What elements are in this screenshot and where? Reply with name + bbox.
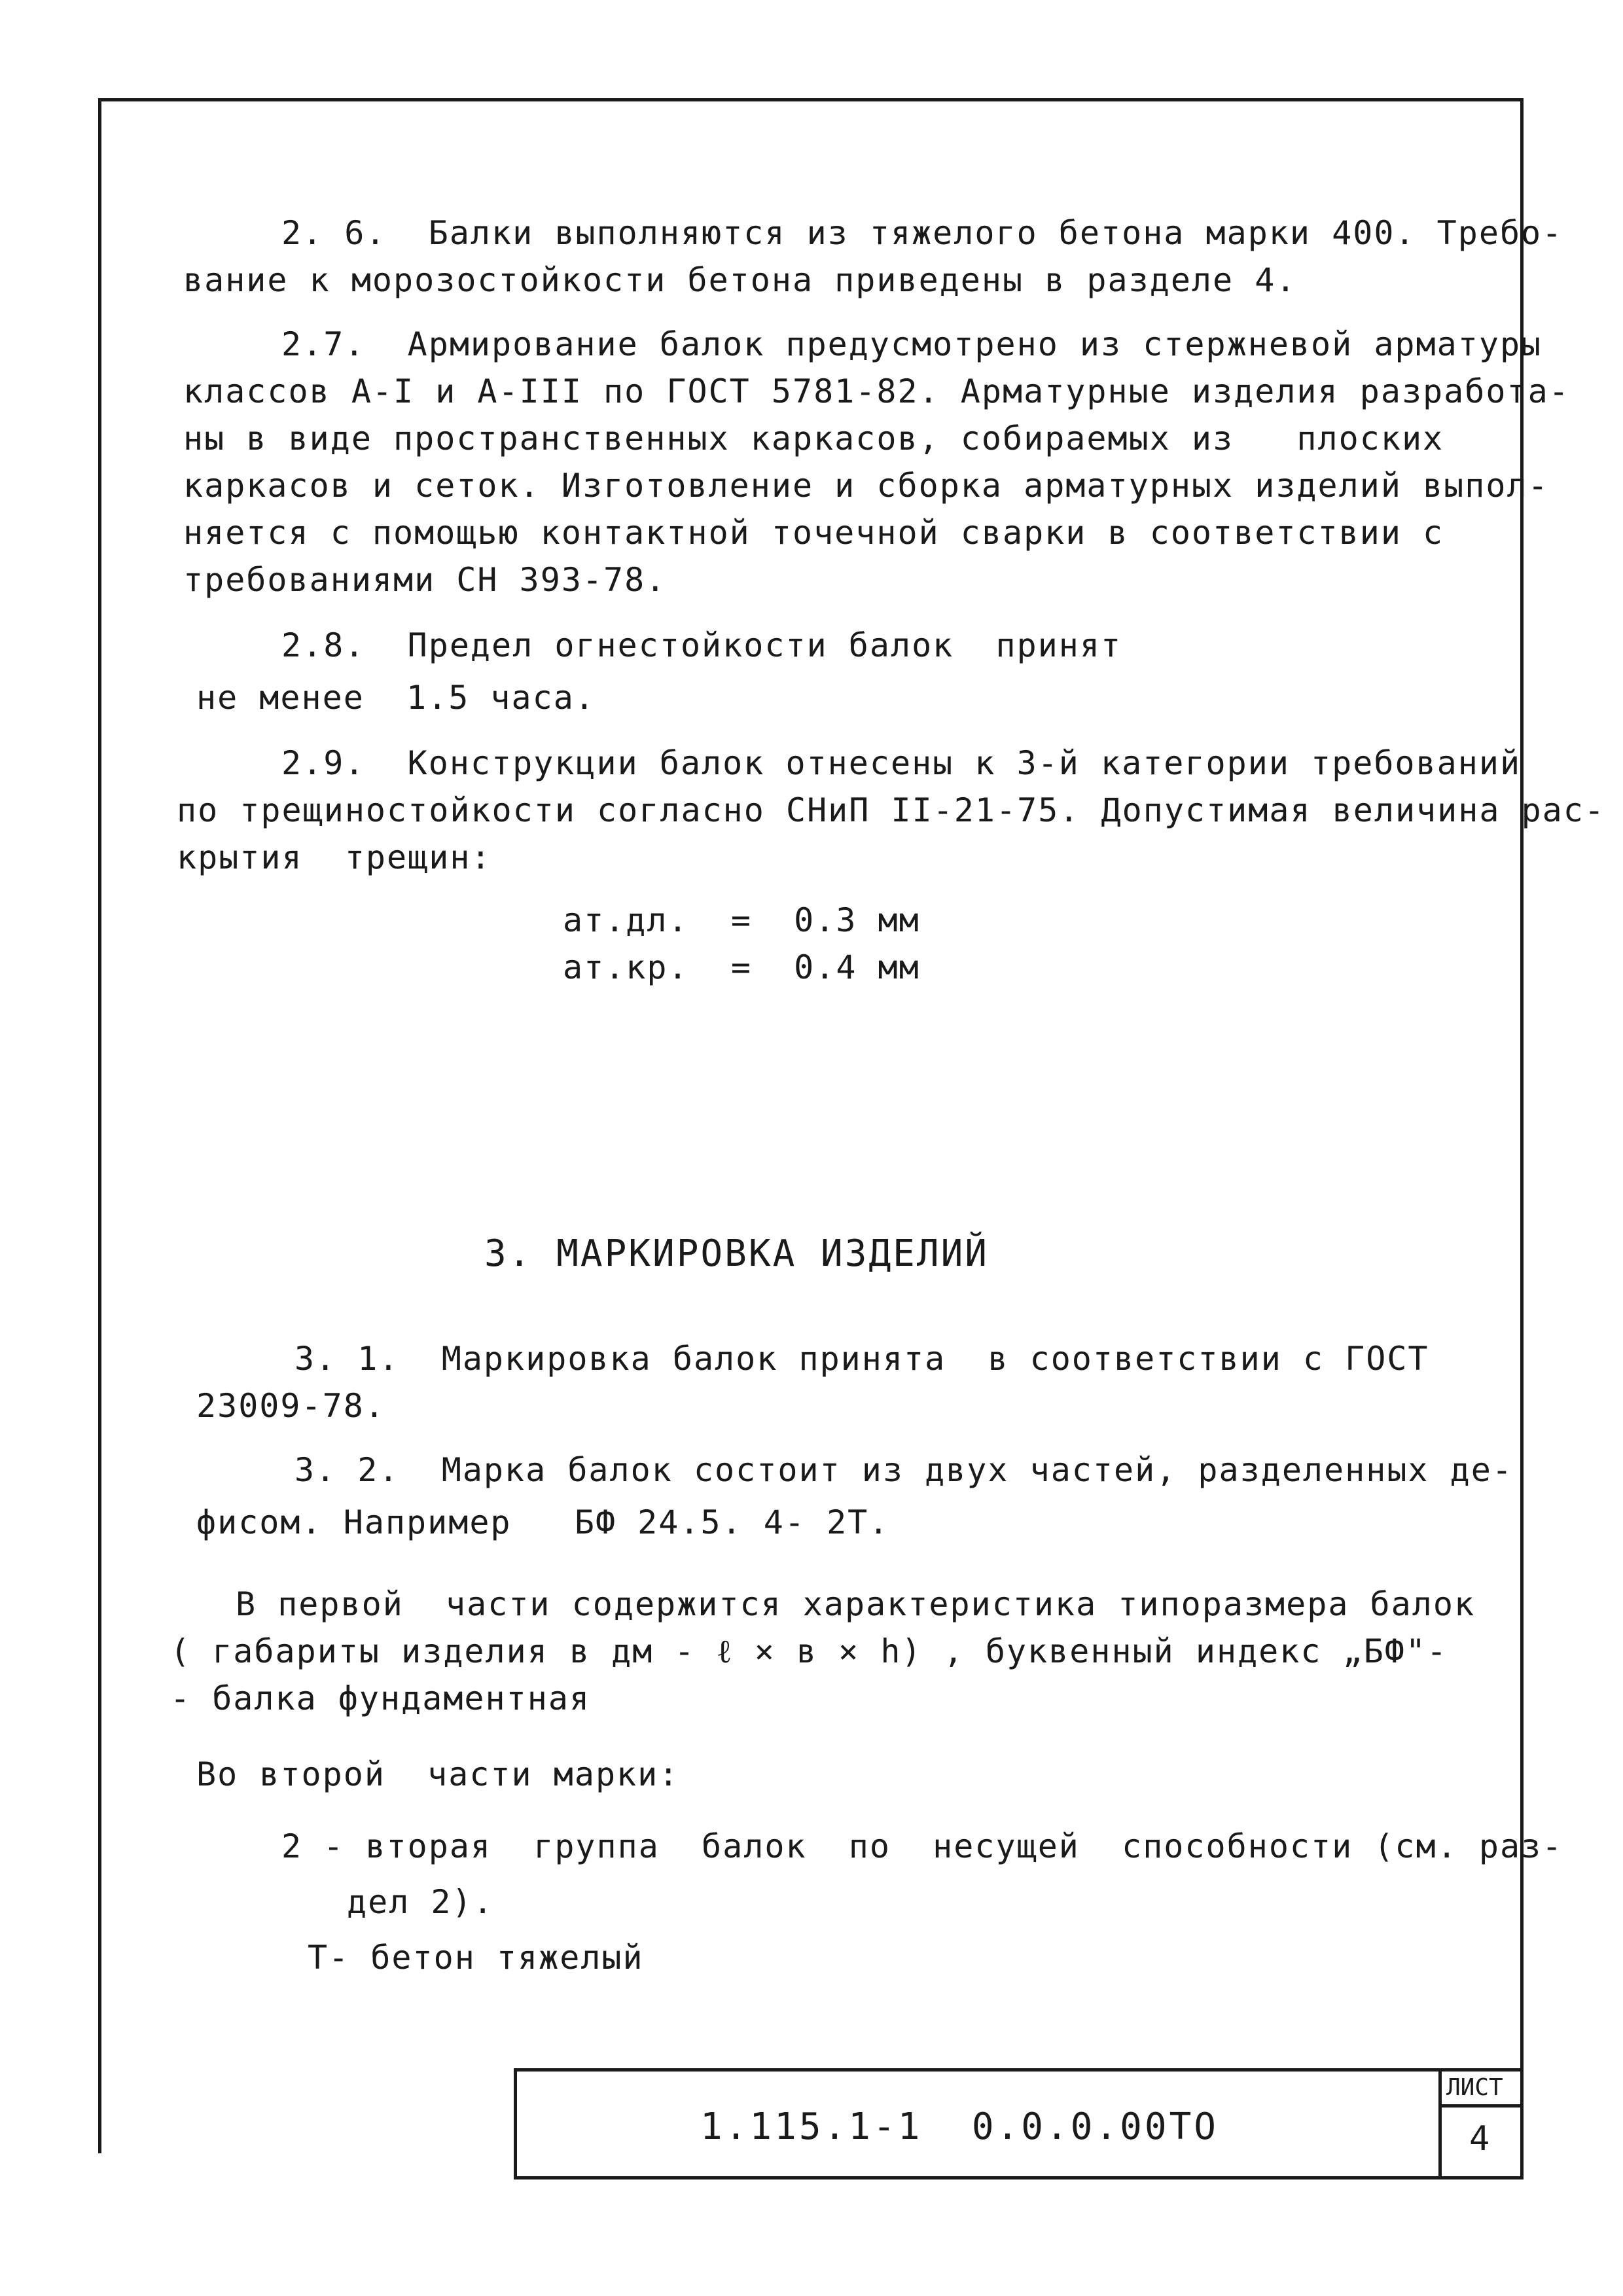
second-part-item-2: 2 - вторая группа балок по несущей способности (см. раз- — [281, 1827, 1563, 1865]
section-3-heading: 3. МАРКИРОВКА ИЗДЕЛИЙ — [484, 1232, 990, 1275]
second-part-item-2-cont: дел 2). — [347, 1883, 494, 1921]
paragraph-2-8-line-1: 2.8. Предел огнестойкости балок принят — [281, 626, 1122, 664]
first-part-line-3: - балка фундаментная — [170, 1679, 591, 1717]
crack-width-short-term: ат.кр. = 0.4 мм — [563, 948, 920, 986]
paragraph-2-7-line-1: 2.7. Армирование балок предусмотрено из стержневой арматуры — [281, 325, 1543, 363]
paragraph-3-1-line-1: 3. 1. Маркировка балок принята в соответствии с ГОСТ — [294, 1340, 1429, 1378]
paragraph-2-7-line-6: требованиями СН 393-78. — [183, 561, 667, 599]
paragraph-2-7-line-3: ны в виде пространственных каркасов, собираемых из плоских — [183, 420, 1444, 457]
paragraph-2-6-line-2: вание к морозостойкости бетона приведены в разделе 4. — [183, 261, 1297, 299]
second-part-item-t: Т- бетон тяжелый — [308, 1939, 644, 1977]
crack-width-long-term: ат.дл. = 0.3 мм — [563, 901, 920, 939]
paragraph-2-9-line-3: крытия трещин: — [177, 838, 492, 876]
frame-left-border — [98, 98, 101, 2153]
paragraph-2-7-line-4: каркасов и сеток. Изготовление и сборка арматурных изделий выпол- — [183, 467, 1549, 505]
sheet-label: ЛИСТ — [1446, 2074, 1503, 2101]
first-part-line-2: ( габариты изделия в дм - ℓ × в × h) , буквенный индекс „БФ"- — [170, 1632, 1448, 1670]
sheet-number: 4 — [1469, 2119, 1490, 2159]
paragraph-2-8-line-2: не менее 1.5 часа. — [196, 679, 596, 717]
paragraph-2-7-line-2: классов А-I и А-III по ГОСТ 5781-82. Арматурные изделия разработа- — [183, 372, 1570, 410]
frame-top-border — [98, 98, 1524, 101]
paragraph-3-2-line-2: фисом. Например БФ 24.5. 4- 2Т. — [196, 1503, 890, 1541]
second-part-intro: Во второй части марки: — [196, 1755, 680, 1793]
document-code: 1.115.1-1 0.0.0.00ТО — [700, 2106, 1219, 2148]
paragraph-2-7-line-5: няется с помощью контактной точечной сварки в соответствии с — [183, 514, 1444, 552]
first-part-line-1: В первой части содержится характеристика типоразмера балок — [236, 1585, 1476, 1623]
paragraph-3-2-line-1: 3. 2. Марка балок состоит из двух частей, разделенных де- — [294, 1451, 1513, 1489]
paragraph-3-1-line-2: 23009-78. — [196, 1387, 385, 1425]
paragraph-2-9-line-1: 2.9. Конструкции балок отнесены к 3-й категории требований — [281, 744, 1522, 782]
paragraph-2-9-line-2: по трещиностойкости согласно СНиП II-21-75. Допустимая величина рас- — [177, 791, 1605, 829]
paragraph-2-6-line-1: 2. 6. Балки выполняются из тяжелого бетона марки 400. Требо- — [281, 214, 1563, 252]
